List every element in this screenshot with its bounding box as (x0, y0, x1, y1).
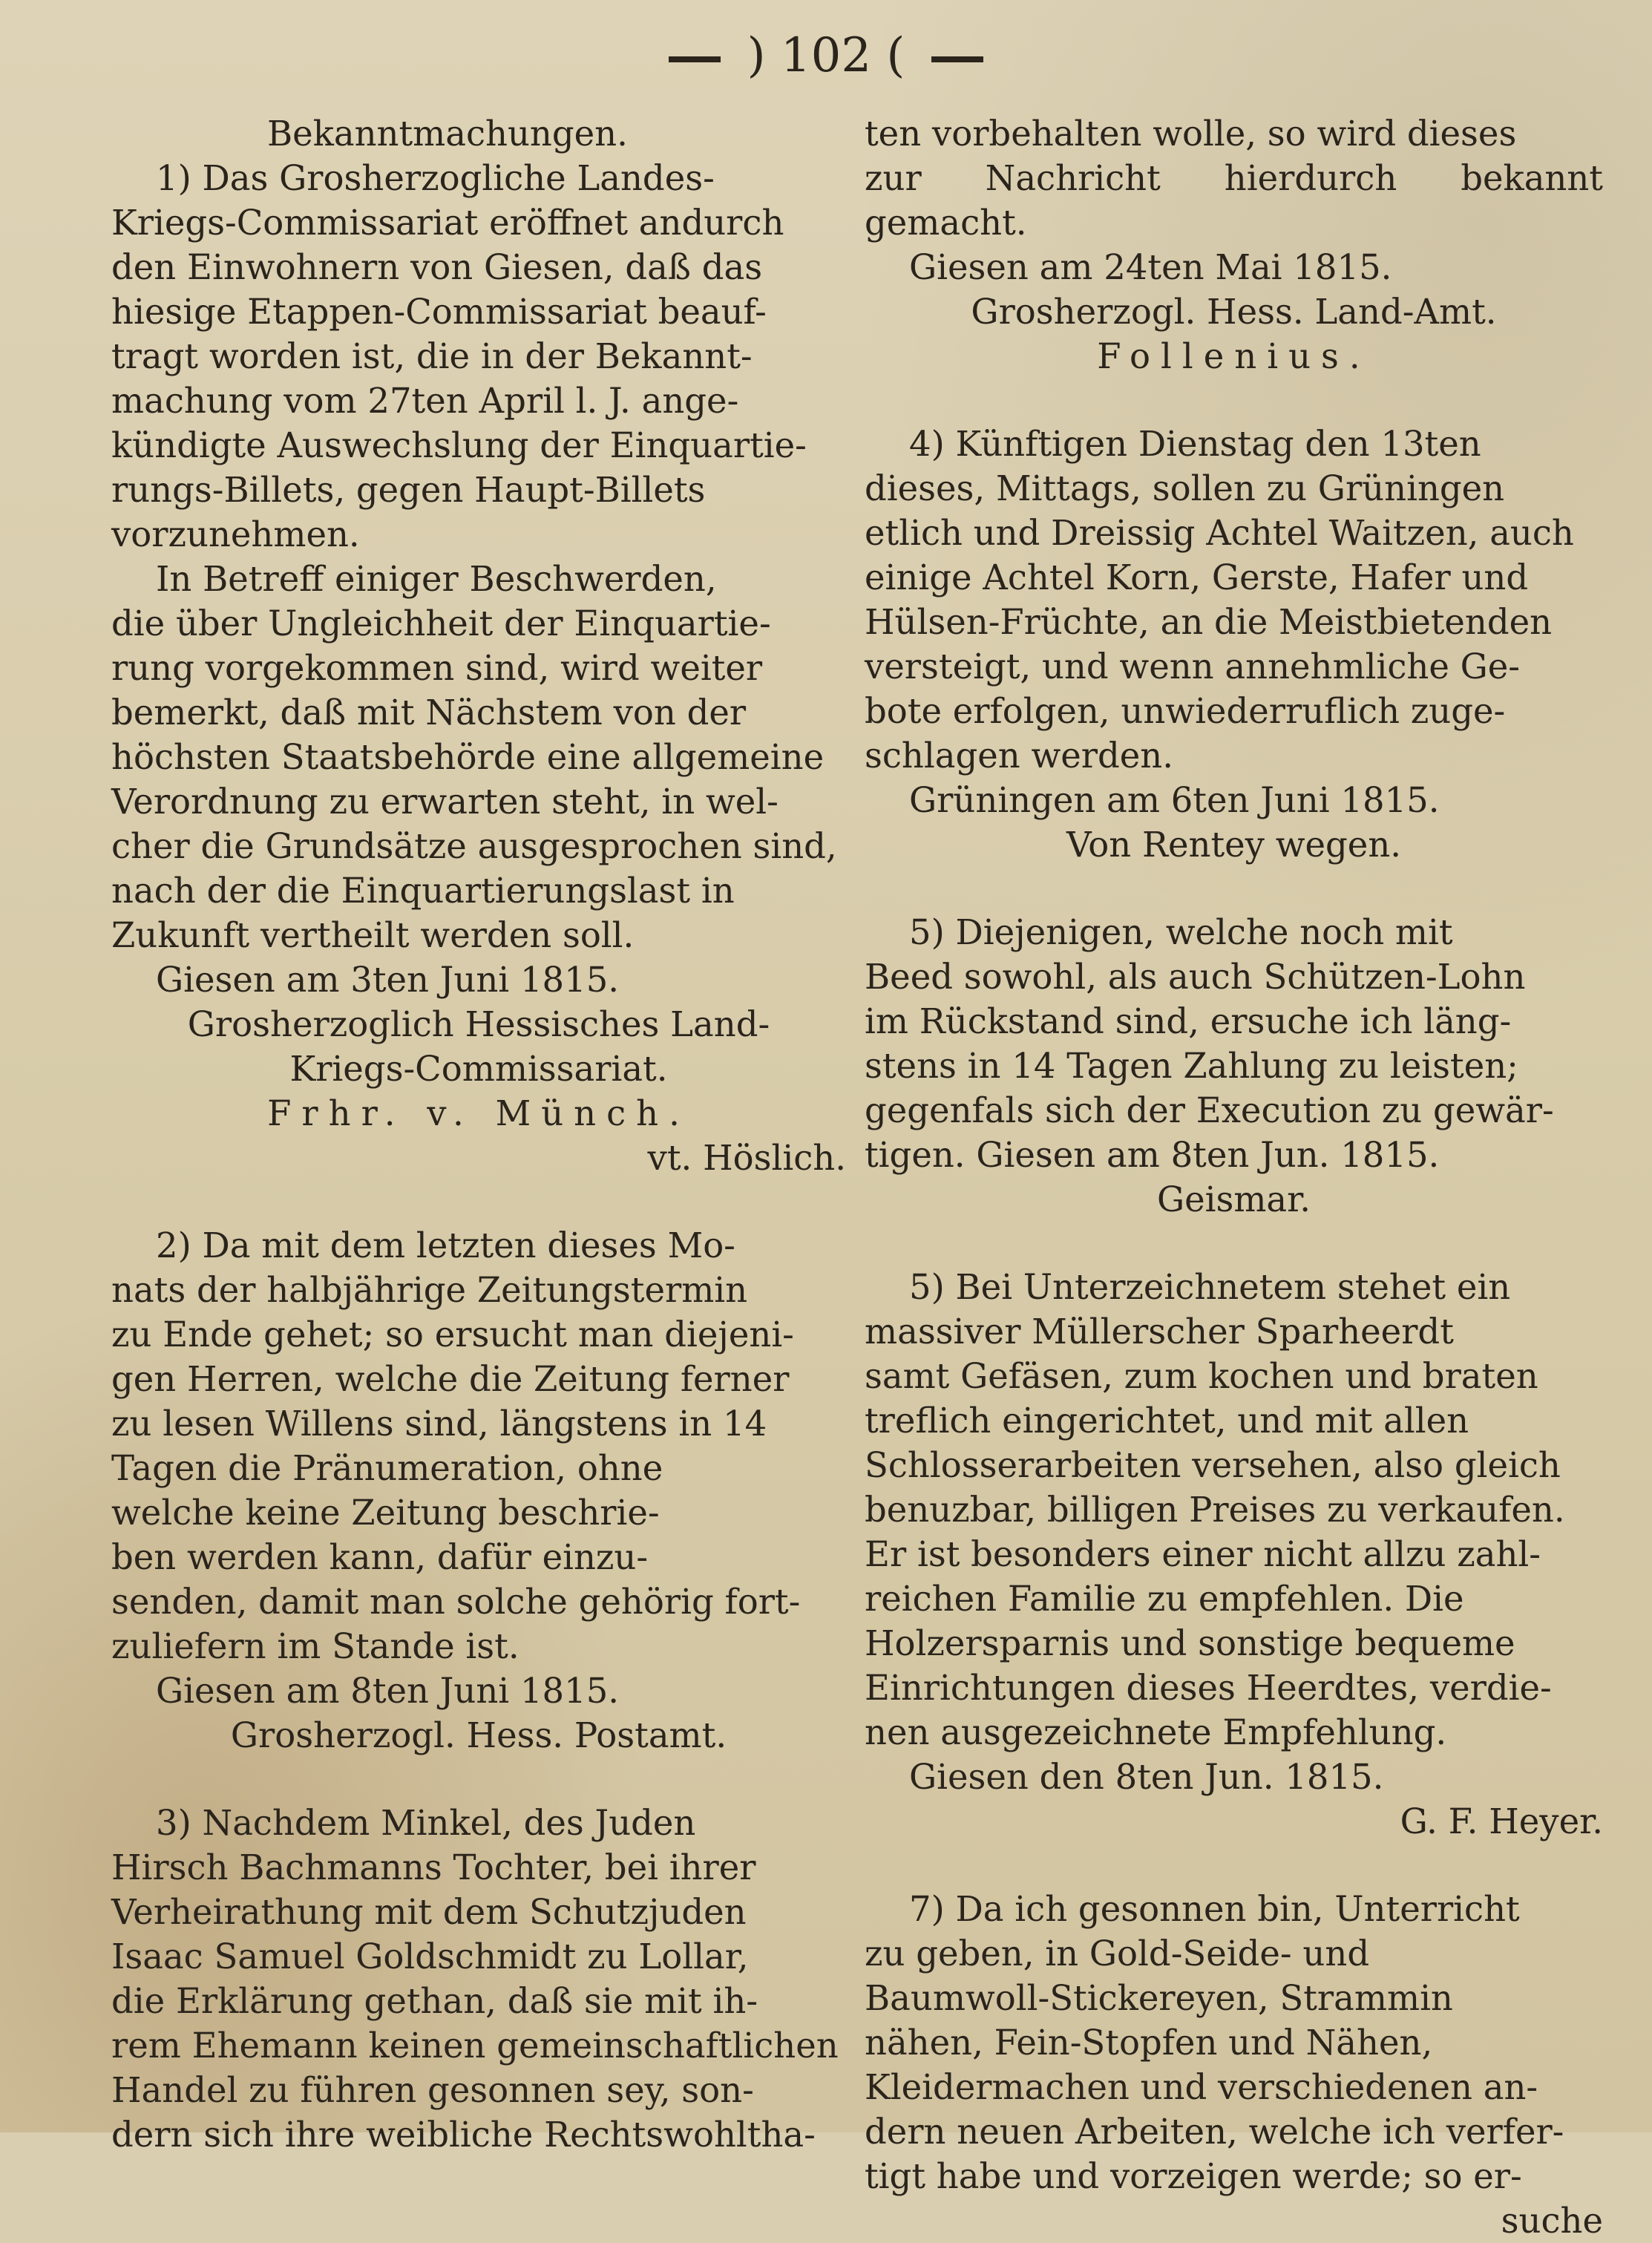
notice-authority: Grosherzogl. Hess. Land-Amt. (971, 292, 1497, 332)
notice-line: schlagen werden. (865, 736, 1174, 776)
notice-signature: Geismar. (1156, 1179, 1311, 1219)
notice-line: rem Ehemann keinen gemeinschaftlichen (111, 2026, 839, 2066)
notice-date: Giesen am 3ten Juni 1815. (156, 960, 620, 1000)
notice-line: Zukunft vertheilt werden soll. (111, 915, 635, 955)
notice-2 (111, 1223, 846, 1758)
notice-line: Schlosserarbeiten versehen, also gleich (865, 1445, 1561, 1485)
notice-line: 5) Bei Unterzeichnetem stehet ein (909, 1267, 1511, 1307)
notice-date: Giesen am 24ten Mai 1815. (909, 247, 1392, 287)
notice-signature: Follenius. (1097, 336, 1371, 376)
notice-line: senden, damit man solche gehörig fort- (111, 1582, 801, 1622)
notice-line: tigt habe und vorzeigen werde; so er- (865, 2156, 1522, 2196)
notice-line: dieses, Mittags, sollen zu Grüningen (865, 468, 1505, 508)
header-rule-right (931, 56, 983, 62)
notice-3 (111, 1801, 846, 2157)
notice-6 (865, 1265, 1603, 1844)
notice-line: treflich eingerichtet, und mit allen (865, 1401, 1469, 1441)
notice-line: etlich und Dreissig Achtel Waitzen, auch (865, 513, 1574, 553)
notice-authority: Grosherzoglich Hessisches Land- (187, 1004, 770, 1044)
notice-4 (865, 422, 1603, 867)
notice-line: Isaac Samuel Goldschmidt zu Lollar, (111, 1936, 749, 1977)
notice-line: die Erklärung gethan, daß sie mit ih- (111, 1981, 758, 2021)
notice-1 (111, 156, 846, 1180)
notice-line: machung vom 27ten April l. J. ange- (111, 381, 739, 421)
notice-line: versteigt, und wenn annehmliche Ge- (865, 646, 1521, 687)
spacer (865, 379, 1603, 422)
notice-line: samt Gefäsen, zum kochen und braten (865, 1356, 1538, 1396)
notice-line: rung vorgekommen sind, wird weiter (111, 648, 763, 688)
notice-line: rungs-Billets, gegen Haupt-Billets (111, 470, 706, 510)
notice-line: kündigte Auswechslung der Einquartie- (111, 425, 807, 465)
notice-signature: Frhr. v. Münch. (267, 1093, 690, 1133)
notice-signature: G. F. Heyer. (1400, 1801, 1603, 1841)
notice-line: Beed sowohl, als auch Schützen-Lohn (865, 957, 1526, 997)
header-rule-left (669, 56, 721, 62)
notice-date: Giesen den 8ten Jun. 1815. (909, 1757, 1384, 1797)
page-header (0, 22, 1652, 89)
left-column (111, 111, 846, 2157)
notice-line: nats der halbjährige Zeitungstermin (111, 1270, 748, 1310)
notice-line: nähen, Fein-Stopfen und Nähen, (865, 2023, 1433, 2063)
notice-line: ten vorbehalten wolle, so wird dieses (865, 114, 1517, 154)
notice-line: In Betreff einiger Beschwerden, (156, 559, 717, 599)
notice-line: zu lesen Willens sind, längstens in 14 (111, 1404, 767, 1444)
notice-line: 1) Das Grosherzogliche Landes- (156, 158, 715, 198)
notice-3-continued (865, 111, 1603, 379)
notice-line: gegenfals sich der Execution zu gewär- (865, 1090, 1554, 1130)
notice-line: reichen Familie zu empfehlen. Die (865, 1579, 1464, 1619)
notice-line: höchsten Staatsbehörde eine allgemeine (111, 737, 825, 777)
notice-line: 5) Diejenigen, welche noch mit (909, 912, 1453, 952)
notice-line: hiesige Etappen-Commissariat beauf- (111, 292, 767, 332)
notice-line: Er ist besonders einer nicht allzu zahl- (865, 1534, 1541, 1574)
notice-line: stens in 14 Tagen Zahlung zu leisten; (865, 1046, 1518, 1086)
notice-line: 7) Da ich gesonnen bin, Unterricht (909, 1889, 1520, 1929)
notice-line: zu Ende gehet; so ersucht man diejeni- (111, 1314, 794, 1355)
notice-date: Giesen am 8ten Juni 1815. (156, 1671, 620, 1711)
notice-line: die über Ungleichheit der Einquartie- (111, 603, 771, 644)
section-heading: Bekanntmachungen. (267, 114, 628, 154)
spacer (865, 1222, 1603, 1265)
notice-line: zur Nachricht hierdurch bekannt gemacht. (865, 158, 1603, 243)
notice-line: massiver Müllerscher Sparheerdt (865, 1312, 1454, 1352)
notice-line: 2) Da mit dem letzten dieses Mo- (156, 1225, 735, 1265)
notice-line: nach der die Einquartierungslast in (111, 871, 735, 911)
notice-line: Einrichtungen dieses Heerdtes, verdie- (865, 1668, 1552, 1708)
notice-line: bote erfolgen, unwiederruflich zuge- (865, 691, 1506, 731)
notice-line: den Einwohnern von Giesen, daß das (111, 247, 763, 287)
page-number: ) 102 ( (747, 28, 905, 83)
notice-line: dern sich ihre weibliche Rechtswohltha- (111, 2115, 816, 2155)
notice-line: ben werden kann, dafür einzu- (111, 1537, 649, 1577)
notice-line: 3) Nachdem Minkel, des Juden (156, 1803, 696, 1843)
right-column (865, 111, 1603, 2243)
notice-line: gen Herren, welche die Zeitung ferner (111, 1359, 790, 1399)
notice-line: tragt worden ist, die in der Bekannt- (111, 336, 753, 376)
spacer (111, 1180, 846, 1223)
notice-line: zuliefern im Stande ist. (111, 1626, 519, 1666)
spacer (865, 1844, 1603, 1887)
notice-line: Holzersparnis und sonstige bequeme (865, 1623, 1515, 1663)
notice-signature: Von Rentey wegen. (1066, 825, 1402, 865)
notice-signature: Grosherzogl. Hess. Postamt. (230, 1715, 727, 1755)
notice-line: bemerkt, daß mit Nächstem von der (111, 692, 747, 733)
spacer (111, 1758, 846, 1801)
notice-line: Tagen die Pränumeration, ohne (111, 1448, 663, 1488)
notice-line: nen ausgezeichnete Empfehlung. (865, 1712, 1447, 1752)
notice-line: benuzbar, billigen Preises zu verkaufen. (865, 1490, 1565, 1530)
notice-line: einige Achtel Korn, Gerste, Hafer und (865, 557, 1529, 597)
notice-line: cher die Grundsätze ausgesprochen sind, (111, 826, 837, 866)
notice-line: tigen. Giesen am 8ten Jun. 1815. (865, 1135, 1440, 1175)
notice-line: vorzunehmen. (111, 514, 360, 554)
notice-countersign: vt. Höslich. (647, 1138, 846, 1178)
notice-5 (865, 910, 1603, 1222)
notice-line: dern neuen Arbeiten, welche ich verfer- (865, 2112, 1564, 2152)
notice-line: im Rückstand sind, ersuche ich läng- (865, 1001, 1512, 1041)
notice-7 (865, 1887, 1603, 2243)
notice-line: Kriegs-Commissariat eröffnet andurch (111, 203, 784, 243)
notice-line: zu geben, in Gold-Seide- und (865, 1933, 1370, 1974)
notice-line: Kleidermachen und verschiedenen an- (865, 2067, 1538, 2107)
notice-line: Verheirathung mit dem Schutzjuden (111, 1892, 747, 1932)
catchword: suche (1501, 2201, 1603, 2241)
notice-line: Baumwoll-Stickereyen, Strammin (865, 1978, 1453, 2018)
notice-line: Hülsen-Früchte, an die Meistbietenden (865, 602, 1553, 642)
notice-date: Grüningen am 6ten Juni 1815. (909, 780, 1440, 820)
notice-line: Handel zu führen gesonnen sey, son- (111, 2070, 754, 2110)
notice-authority: Kriegs-Commissariat. (289, 1049, 668, 1089)
notice-line: welche keine Zeitung beschrie- (111, 1493, 660, 1533)
notice-line: Hirsch Bachmanns Tochter, bei ihrer (111, 1847, 756, 1887)
notice-line: Verordnung zu erwarten steht, in wel- (111, 782, 779, 822)
notice-line: 4) Künftigen Dienstag den 13ten (909, 424, 1481, 464)
spacer (865, 867, 1603, 910)
